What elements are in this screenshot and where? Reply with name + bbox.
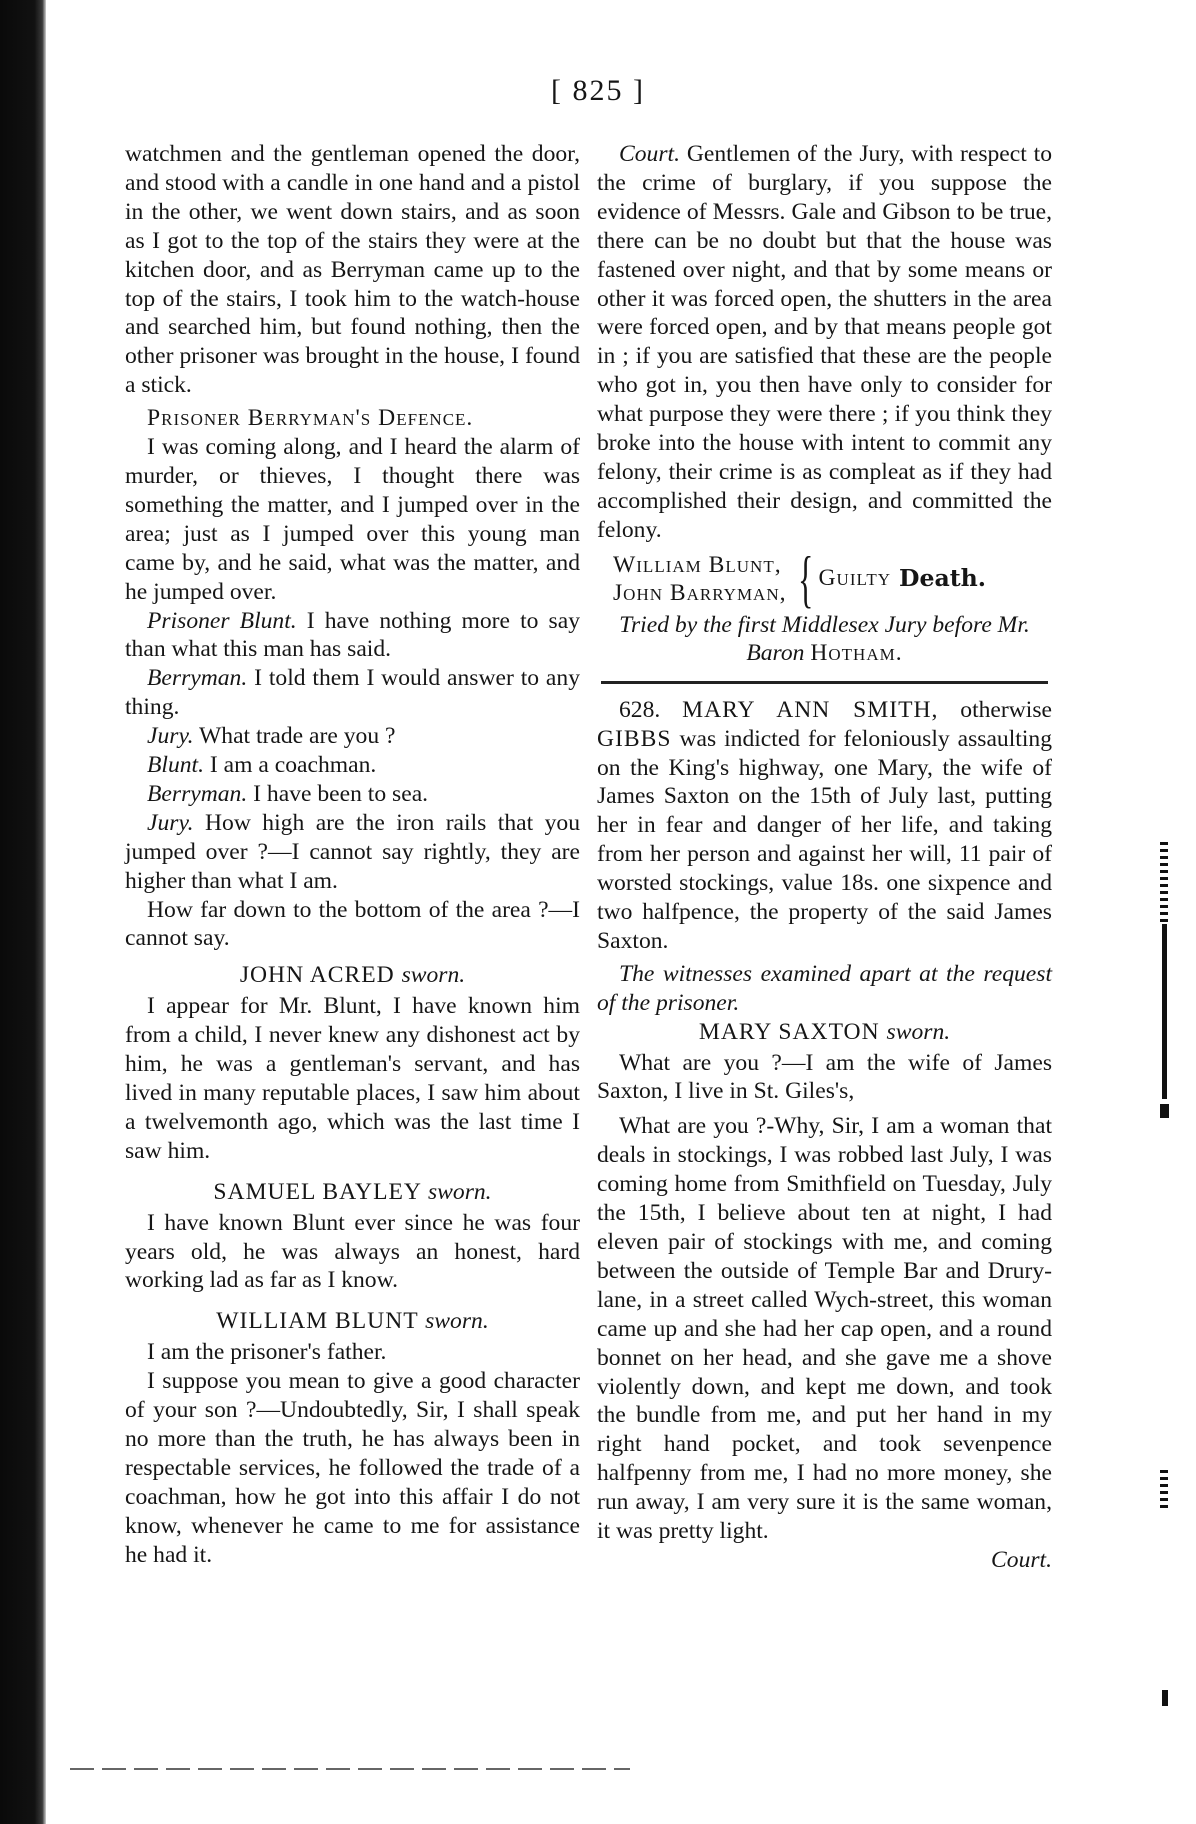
verdict-sentence: Death. <box>898 564 987 593</box>
statement-text: Gentlemen of the Jury, with respect to the crime of burglary, if you suppose the evidence of Messrs. Gale and Gibson to be true, there can be no doubt but that the house was fastened over night, and that by some means or other it was forced open, the shutters in the area were forced open, and by that means people got in ; if you are satisfied that these are the people who got in, you then have only to consider for what purpose they were there ; if you think they broke into the house with intent to commit any felony, their crime is as compleat as if they had accomplished their design, and committed the felony. <box>597 141 1052 543</box>
indictment-text: otherwise <box>938 696 1052 723</box>
brace-glyph: { <box>797 542 813 614</box>
verdict-block <box>613 542 1052 614</box>
acred-testimony: I appear for Mr. Blunt, I have known him from a child, I never knew any dishonest act by him, he was a gentleman's servant, and has lived in many reputable places, I saw him about a twelvemonth ago, which was the last time I saw him. <box>125 993 580 1164</box>
margin-scan-mark <box>1160 1104 1169 1118</box>
area-question: How far down to the bottom of the area ?—I cannot say. <box>125 896 580 952</box>
tried-before-line: Tried by the first Middlesex Jury before Mr. <box>619 611 1030 638</box>
opening-paragraph: watchmen and the gentleman opened the door, and stood with a candle in one hand and a pistol in the other, we went down stairs, and as soon as I got to the top of the stairs they were at the kitchen door, and as Berryman came up to the top of the stairs, I took him to the watch-house and searched him, but found nothing, then the other prisoner was brought in the house, I found a stick. <box>125 141 580 399</box>
statement-text: I told them I would answer to any thing. <box>125 665 580 721</box>
case-number: 628. <box>619 696 661 723</box>
speaker-label: Prisoner Blunt. <box>147 607 297 634</box>
saxton-testimony-1: What are you ?—I am the wife of James Saxton, I live in St. Giles's, <box>597 1049 1052 1105</box>
right-column <box>597 140 1052 1575</box>
left-column <box>125 140 580 1570</box>
witness-heading-bayley <box>125 1178 580 1207</box>
statement-text: How high are the iron rails that you jumped over ?—I cannot say rightly, they are higher than what I am. <box>125 809 580 894</box>
witness-name: MARY SAXTON <box>698 1018 880 1045</box>
witness-heading-saxton <box>597 1018 1052 1047</box>
judge-title: Baron <box>746 639 805 666</box>
case-indictment <box>597 696 1052 956</box>
speaker-label: Berryman. <box>147 780 248 807</box>
witness-name: WILLIAM BLUNT <box>216 1308 419 1335</box>
catchword: Court. <box>991 1546 1052 1573</box>
witness-heading-acred <box>125 961 580 990</box>
statement-text: I have been to sea. <box>247 780 429 807</box>
margin-scan-marks <box>1160 842 1168 922</box>
book-spine-shadow <box>0 0 46 1824</box>
father-statement: I am the prisoner's father. <box>147 1339 387 1366</box>
margin-scan-mark <box>1162 924 1167 1099</box>
speaker-label: Blunt. <box>147 752 205 779</box>
witnesses-note: The witnesses examined apart at the request of the prisoner. <box>597 960 1052 1016</box>
defence-heading: Prisoner Berryman's Defence. <box>147 405 474 432</box>
statement-text: What trade are you ? <box>193 723 396 750</box>
statement-text: I have nothing more to say than what this man has said. <box>125 607 580 663</box>
blunt-statement <box>125 607 580 665</box>
margin-scan-mark <box>1162 1690 1168 1706</box>
speaker-label: Jury. <box>147 723 194 750</box>
margin-scan-marks <box>1160 1470 1168 1510</box>
witness-name: SAMUEL BAYLEY <box>213 1178 422 1205</box>
berryman-answer <box>125 780 580 809</box>
defendant-name: MARY ANN SMITH, <box>682 696 939 723</box>
tried-before-judge <box>597 639 1052 667</box>
verdict-result: Guilty <box>818 565 891 592</box>
character-testimony: I suppose you mean to give a good character of your son ?—Undoubtedly, Sir, I shall speak no more than the truth, he has always been in respectable services, he followed the trade of a coachman, how he got into this affair I do not know, whenever he came to me for assistance he had it. <box>125 1368 580 1568</box>
speaker-label: Jury. <box>147 809 194 836</box>
bayley-testimony: I have known Blunt ever since he was four years old, he was always an honest, hard working lad as far as I know. <box>125 1209 580 1294</box>
speaker-label: Berryman. <box>147 665 248 692</box>
defendant-name: John Barryman, <box>613 579 787 606</box>
defendant-alias: GIBBS <box>597 725 672 752</box>
statement-text: I am a coachman. <box>204 752 377 779</box>
berryman-statement <box>125 664 580 722</box>
verdict-names <box>613 551 787 607</box>
witness-heading-william-blunt <box>125 1307 580 1336</box>
sworn-label: sworn. <box>427 1178 492 1205</box>
defendant-name: William Blunt, <box>613 551 782 578</box>
judge-name: Hotham. <box>810 639 903 666</box>
court-summing-up <box>597 140 1052 545</box>
defence-paragraph: I was coming along, and I heard the alarm of murder, or thieves, I thought there was something the matter, and I jumped over in the area; just as I jumped over this young man came by, and he said, what was the matter, and he jumped over. <box>125 434 580 605</box>
sworn-label: sworn. <box>886 1018 951 1045</box>
saxton-testimony-2: What are you ?-Why, Sir, I am a woman that deals in stockings, I was robbed last July, I was coming home from Smithfield on Tuesday, July the 15th, I believe about ten at night, I had eleven pair of stockings with me, and coming between the outside of Temple Bar and Drury-lane, in a street called Wych-street, this woman came up and she had her cap open, and a round bonnet on her head, and she gave me a shove violently down, and kept me down, and took the bundle from me, and put her hand in my right hand pocket, and took sevenpence halfpenny from me, I had no more money, she run away, I am very sure it is the same woman, it was pretty light. <box>597 1113 1052 1545</box>
speaker-label: Court. <box>619 141 680 167</box>
jury-question-rails <box>125 809 580 896</box>
blunt-answer <box>125 751 580 780</box>
jury-question-trade <box>125 722 580 751</box>
section-divider <box>601 681 1048 684</box>
witness-name: JOHN ACRED <box>239 962 395 989</box>
indictment-text: was indicted for feloniously assaulting on the King's highway, one Mary, the wife of James Saxton on the 15th of July last, putting her in fear and danger of her life, and taking from her person and against her will, 11 pair of worsted stockings, value 18s. one sixpence and two halfpence, the property of the said James Saxton. <box>597 725 1052 954</box>
page-number: [ 825 ] <box>551 74 645 107</box>
sworn-label: sworn. <box>401 962 466 989</box>
bottom-scan-line <box>70 1768 630 1770</box>
sworn-label: sworn. <box>425 1308 489 1335</box>
